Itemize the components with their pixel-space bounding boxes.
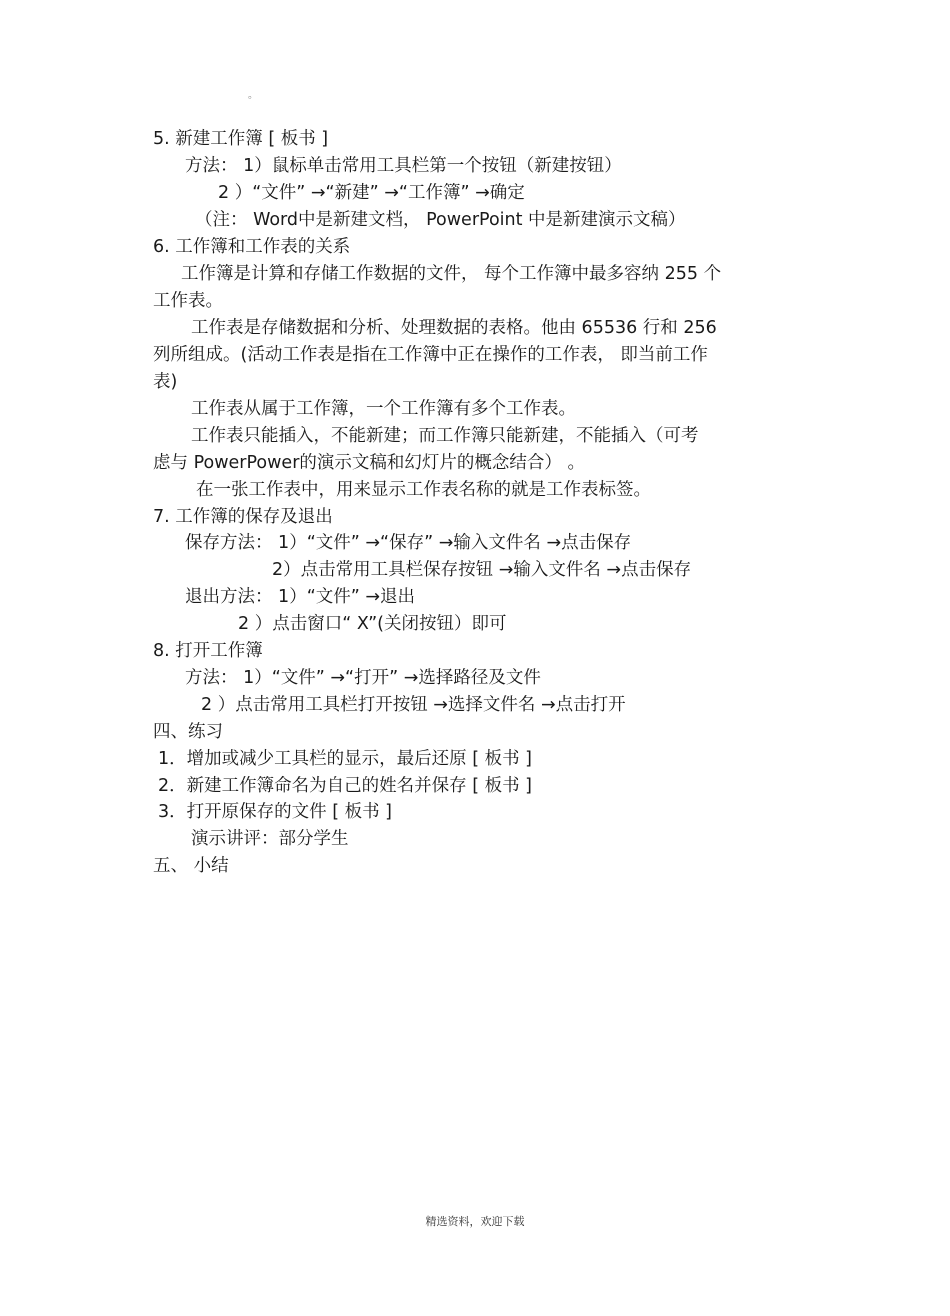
paragraph-sheet-tab: 在一张工作表中，用来显示工作表名称的就是工作表标签。 — [196, 480, 651, 500]
open-method-2: 2 ）点击常用工具栏打开按钮 →选择文件名 →点击打开 — [201, 695, 626, 715]
exit-method-1: 退出方法： 1）“文件” →退出 — [185, 587, 416, 607]
note-line: （注： Word中是新建文档， PowerPoint 中是新建演示文稿） — [195, 210, 686, 230]
heading-5-new-workbook: 5. 新建工作簿 [ 板书 ] — [153, 129, 329, 149]
save-method-2: 2）点击常用工具栏保存按钮 →输入文件名 →点击保存 — [272, 560, 692, 580]
practice-item-1: 1．增加或减少工具栏的显示，最后还原 [ 板书 ] — [158, 749, 532, 769]
paragraph-workbook-definition-cont: 工作表。 — [153, 291, 223, 311]
heading-5-summary: 五、 小结 — [153, 856, 229, 876]
paragraph-insert-new-cont: 虑与 PowerPower的演示文稿和幻灯片的概念结合） 。 — [153, 453, 585, 473]
method-line-2: 2 ）“文件” →“新建” →“工作簿” →确定 — [218, 183, 525, 203]
paragraph-worksheet-definition-cont: 列所组成。(活动工作表是指在工作簿中正在操作的工作表， 即当前工作 — [153, 345, 708, 365]
page-footer: 精选资料，欢迎下载 — [425, 1215, 525, 1228]
paragraph-worksheet-definition-end: 表) — [153, 372, 178, 392]
practice-item-2: 2．新建工作簿命名为自己的姓名并保存 [ 板书 ] — [158, 776, 532, 796]
paragraph-worksheet-definition: 工作表是存储数据和分析、处理数据的表格。他由 65536 行和 256 — [191, 318, 717, 338]
top-mark: 。 — [248, 90, 258, 101]
open-method-1: 方法： 1）“文件” →“打开” →选择路径及文件 — [185, 668, 541, 688]
practice-item-3: 3．打开原保存的文件 [ 板书 ] — [158, 802, 392, 822]
paragraph-insert-new: 工作表只能插入，不能新建；而工作簿只能新建，不能插入（可考 — [191, 426, 699, 446]
heading-8-open-workbook: 8. 打开工作簿 — [153, 641, 263, 661]
heading-6-relationship: 6. 工作簿和工作表的关系 — [153, 237, 351, 257]
heading-7-save-exit: 7. 工作簿的保存及退出 — [153, 507, 333, 527]
exit-method-2: 2 ）点击窗口“ X”(关闭按钮）即可 — [238, 614, 507, 634]
demo-review: 演示讲评：部分学生 — [191, 829, 349, 849]
heading-4-practice: 四、练习 — [153, 722, 223, 742]
save-method-1: 保存方法： 1）“文件” →“保存” →输入文件名 →点击保存 — [185, 533, 632, 553]
paragraph-subordinate: 工作表从属于工作簿，一个工作簿有多个工作表。 — [191, 399, 576, 419]
method-line-1: 方法： 1）鼠标单击常用工具栏第一个按钮（新建按钮） — [185, 156, 622, 176]
paragraph-workbook-definition: 工作簿是计算和存储工作数据的文件， 每个工作簿中最多容纳 255 个 — [181, 264, 722, 284]
